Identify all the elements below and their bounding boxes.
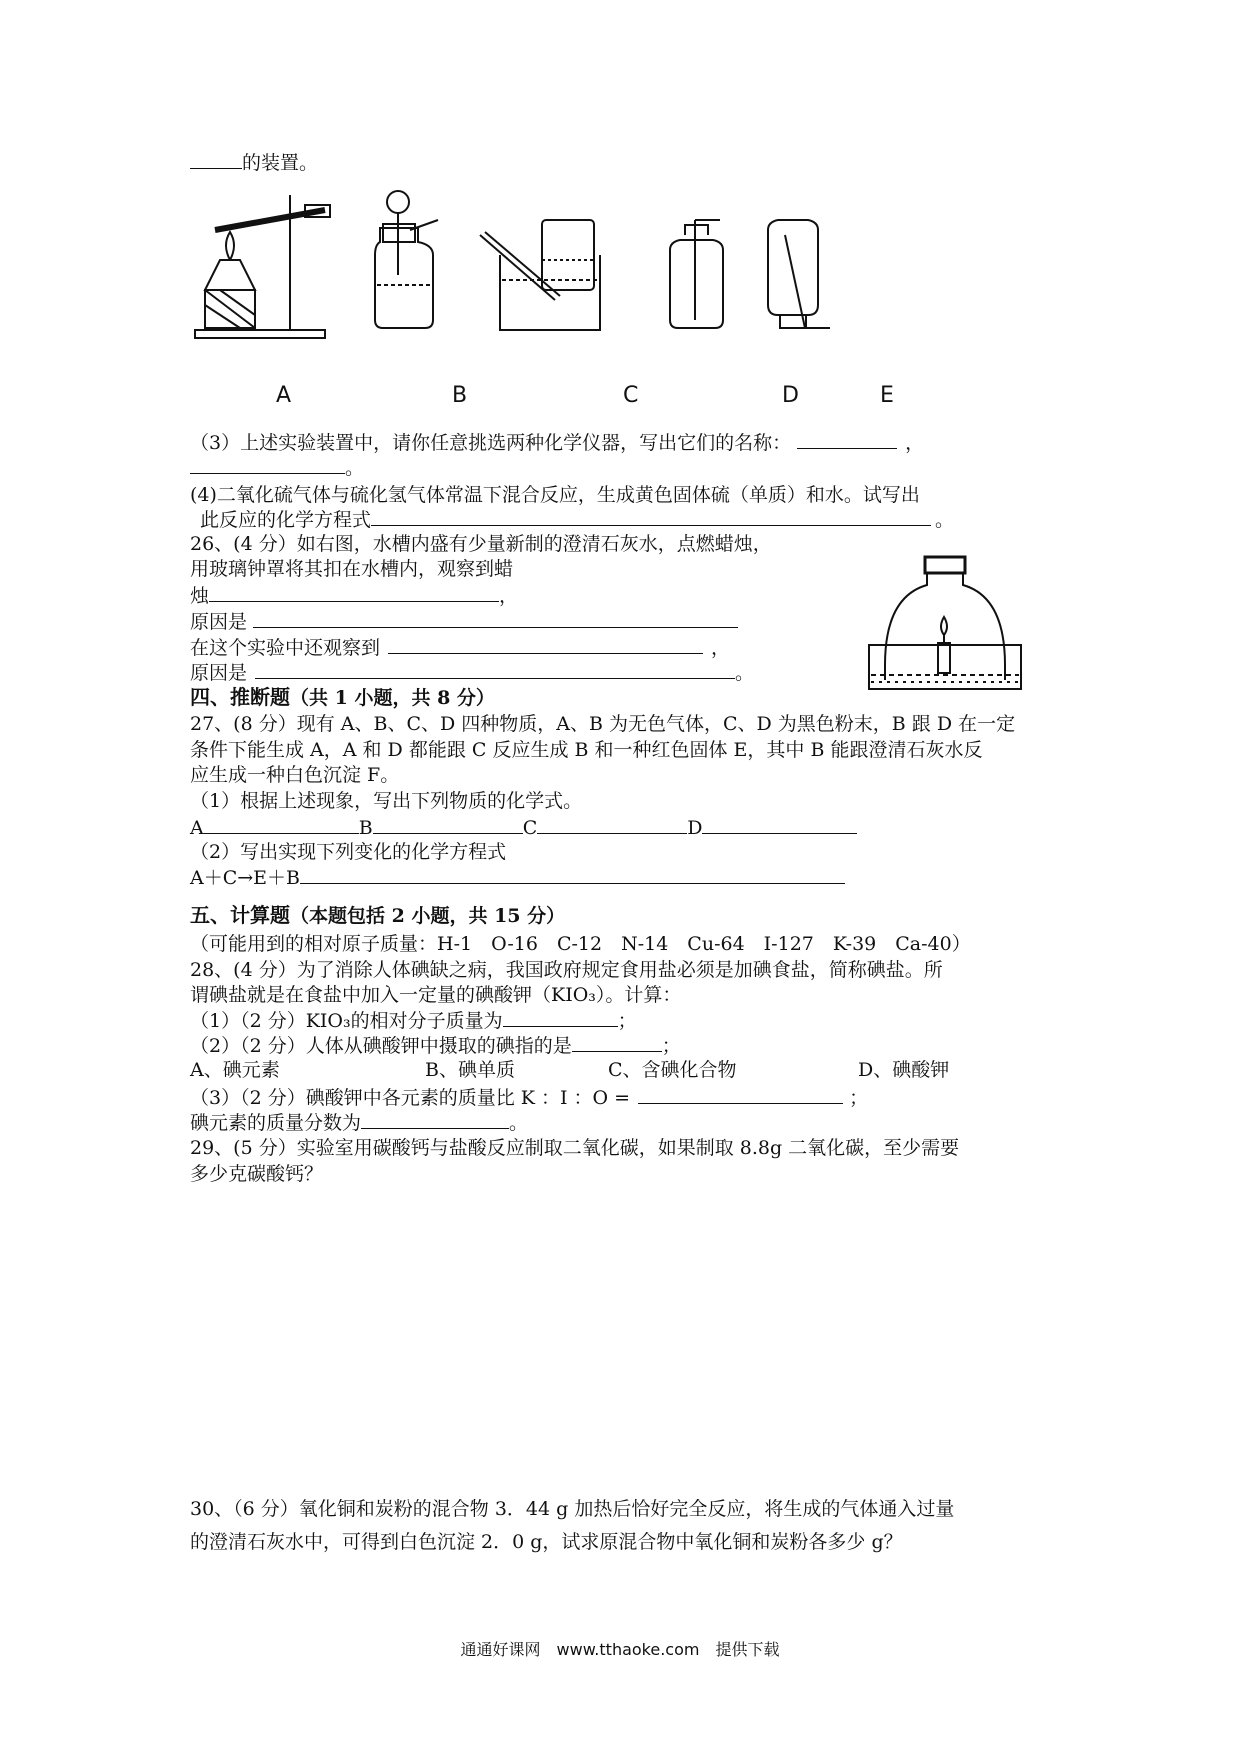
q25-part4-line1: (4)二氧化硫气体与硫化氢气体常温下混合反应，生成黄色固体硫（单质）和水。试写出 <box>190 484 920 506</box>
q28-line3: （1）（2 分）KIO₃的相对分子质量为 ； <box>190 1010 637 1032</box>
q27-line6: （2）写出实现下列变化的化学方程式 <box>190 841 507 863</box>
answer-blank[interactable] <box>797 430 897 449</box>
q27-line2: 条件下能生成 A，A 和 D 都能跟 C 反应生成 B 和一种红色固体 E，其中 B 能跟澄清石灰水反 <box>190 739 983 761</box>
bell-jar-figure <box>865 555 1025 695</box>
answer-blank[interactable] <box>537 815 687 834</box>
apparatus-label-e: E <box>880 383 894 408</box>
q26-line1: 26、(4 分）如右图，水槽内盛有少量新制的澄清石灰水，点燃蜡烛， <box>190 533 772 555</box>
q27-line5: A B C D <box>190 815 857 840</box>
answer-blank[interactable] <box>371 507 931 526</box>
atomic-masses: （可能用到的相对原子质量：H-1 O-16 C-12 N-14 Cu-64 I-127 K-39 Ca-40） <box>190 933 971 955</box>
answer-blank[interactable] <box>253 609 738 628</box>
apparatus-label-a: A <box>276 383 292 408</box>
apparatus-b-icon <box>375 191 438 328</box>
answer-blank[interactable] <box>702 815 857 834</box>
option-d: D、碘酸钾 <box>858 1059 950 1081</box>
option-b: B、碘单质 <box>425 1059 515 1081</box>
q28-line7: 碘元素的质量分数为 。 <box>190 1112 529 1134</box>
apparatus-label-c: C <box>623 383 639 408</box>
answer-blank[interactable] <box>503 1008 618 1027</box>
q29-line2: 多少克碳酸钙？ <box>190 1163 324 1185</box>
apparatus-figure <box>180 180 940 360</box>
answer-blank[interactable] <box>361 1110 509 1129</box>
page-footer: 通通好课网 www.tthaoke.com 提供下载 <box>460 1640 780 1659</box>
answer-blank[interactable] <box>255 660 735 679</box>
q27-line7: A＋C→E＋B <box>190 865 845 890</box>
q25-part4-line2: 此反应的化学方程式 。 <box>200 509 955 531</box>
q27-line4: （1）根据上述现象，写出下列物质的化学式。 <box>190 790 583 812</box>
apparatus-label-d: D <box>782 383 799 408</box>
section4-heading: 四、推断题（共 1 小题，共 8 分） <box>190 685 495 709</box>
q28-options <box>190 1058 950 1082</box>
answer-blank[interactable] <box>190 455 345 474</box>
apparatus-e-icon <box>768 220 830 328</box>
q26-line6: 原因是 。 <box>190 662 755 684</box>
q26-line3: 烛 ， <box>190 585 519 607</box>
q26-line4: 原因是 <box>190 609 738 634</box>
option-a: A、碘元素 <box>190 1059 280 1081</box>
q28-line4: （2）（2 分）人体从碘酸钾中摄取的碘指的是 ； <box>190 1035 681 1057</box>
q25-part3-line1: （3）上述实验装置中，请你任意挑选两种化学仪器，写出它们的名称： ， <box>190 432 925 454</box>
apparatus-a-icon <box>195 195 330 338</box>
q30-line1: 30、（6 分）氧化铜和炭粉的混合物 3．44 g 加热后恰好完全反应，将生成的气体通入过量 <box>190 1498 955 1520</box>
answer-blank[interactable] <box>300 865 845 884</box>
top-line-text: 的装置。 <box>242 152 319 174</box>
section5-heading: 五、计算题（本题包括 2 小题，共 15 分） <box>190 903 566 927</box>
q30-line2: 的澄清石灰水中，可得到白色沉淀 2．0 g，试求原混合物中氧化铜和炭粉各多少 g？ <box>190 1531 903 1553</box>
answer-blank[interactable] <box>572 1033 662 1052</box>
q28-line2: 谓碘盐就是在食盐中加入一定量的碘酸钾（KIO₃）。计算： <box>190 984 682 1006</box>
answer-blank[interactable] <box>638 1085 843 1104</box>
apparatus-label-b: B <box>452 383 468 408</box>
q25-part3-line2: 。 <box>190 455 364 480</box>
option-c: C、含碘化合物 <box>608 1059 737 1081</box>
answer-blank[interactable] <box>388 635 703 654</box>
apparatus-c-icon <box>480 220 600 330</box>
top-line <box>190 150 318 175</box>
apparatus-d-icon <box>670 220 723 328</box>
q27-line1: 27、(8 分）现有 A、B、C、D 四种物质，A、B 为无色气体，C、D 为黑色粉末，B 跟 D 在一定 <box>190 713 1016 735</box>
q28-line1: 28、(4 分）为了消除人体碘缺之病，我国政府规定食用盐必须是加碘食盐，简称碘盐。所 <box>190 959 943 981</box>
answer-blank[interactable] <box>190 150 242 169</box>
answer-blank[interactable] <box>204 815 359 834</box>
q27-line3: 应生成一种白色沉淀 F。 <box>190 764 400 786</box>
q26-line5: 在这个实验中还观察到 ， <box>190 637 731 659</box>
answer-blank[interactable] <box>209 583 499 602</box>
answer-blank[interactable] <box>373 815 523 834</box>
q28-line6: （3）（2 分）碘酸钾中各元素的质量比 K ：I ：O = ； <box>190 1087 869 1109</box>
q29-line1: 29、(5 分）实验室用碳酸钙与盐酸反应制取二氧化碳，如果制取 8.8g 二氧化碳，至少需要 <box>190 1137 960 1159</box>
q26-line2: 用玻璃钟罩将其扣在水槽内，观察到蜡 <box>190 558 514 580</box>
